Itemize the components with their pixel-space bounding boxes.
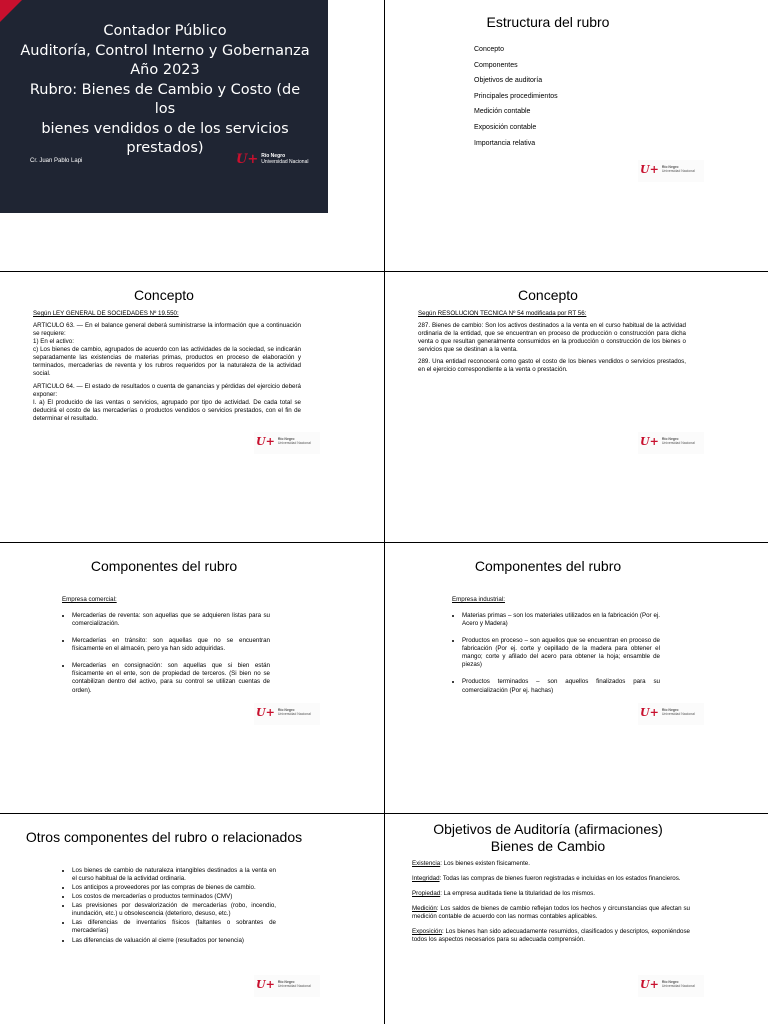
- objective-term: Integridad: [412, 875, 440, 883]
- list-item: • Las diferencias de inventarios físicos (faltantes o sobrantes de mercaderías): [72, 919, 276, 935]
- university-logo: [256, 706, 311, 719]
- cover-title-line: Contador Público: [103, 23, 227, 39]
- list-item: • Mercaderías de reventa: son aquellas que se adquieren listas para su comercialización.: [72, 612, 270, 628]
- list-item: • Los bienes de cambio de naturaleza intangibles destinados a la venta en el curso habitual de la actividad ordinaria.: [72, 867, 276, 883]
- source-heading: Según LEY GENERAL DE SOCIEDADES Nº 19.550:: [33, 310, 179, 317]
- objective-term: Medición: [412, 905, 437, 913]
- slide-title: [384, 821, 712, 855]
- structure-item: Componentes: [474, 61, 518, 69]
- logo-name: Río Negro: [277, 707, 295, 712]
- slide-title: Otros componentes del rubro o relacionados: [25, 829, 303, 845]
- slide-title: Componentes del rubro: [474, 558, 622, 574]
- resolution-text: 287. Bienes de cambio: Son los activos destinados a la venta en el curso habitual de la actividad ordinaria de la entidad, que se encuentran en proceso de producción o construcción para dicha venta o que resultan generalmente consumidos en la producción o construcción de los bienes o servicios que se destinan a la venta.: [418, 322, 686, 354]
- cover-title-line: prestados): [126, 140, 204, 156]
- article-text: c) Los bienes de cambio, agrupados de acuerdo con las actividades de la sociedad, se indicarán separadamente las existencias de materias primas, productos en proceso de elaboración y terminados, mercaderías de reventa y los rubros requeridos por la naturaleza de la actividad social.: [33, 346, 301, 378]
- structure-item: Principales procedimientos: [474, 92, 558, 100]
- objective-item: [412, 928, 690, 944]
- list-item: • Mercaderías en tránsito: son aquellas que no se encuentran físicamente en el almacén, pero ya han sido adquiridas.: [72, 637, 270, 653]
- logo-subtitle: Universidad Nacional: [277, 440, 311, 445]
- logo-name: Río Negro: [661, 979, 679, 984]
- logo-name: Río Negro: [661, 164, 679, 169]
- university-logo: [256, 435, 311, 448]
- logo-subtitle: Universidad Nacional: [277, 711, 311, 716]
- resolution-text: 289. Una entidad reconocerá como gasto el costo de los bienes vendidos o servicios prestados, en el ejercicio correspondiente a la venta o prestación.: [418, 358, 686, 374]
- list-item: • Los costos de mercaderías o productos terminados (CMV): [72, 893, 276, 901]
- logo-name: Río Negro: [277, 436, 295, 441]
- objective-item: [412, 860, 690, 868]
- slide-body: [33, 310, 301, 427]
- slide-title: Estructura del rubro: [486, 14, 610, 30]
- objective-text: : Los bienes existen físicamente.: [440, 860, 530, 867]
- logo-name: Río Negro: [261, 153, 286, 159]
- section-heading: Empresa comercial:: [62, 596, 117, 603]
- objective-text: : Todas las compras de bienes fueron registradas e incluidas en los estados financieros.: [439, 875, 681, 883]
- list-item: • Los anticipos a proveedores por las compras de bienes de cambio.: [72, 884, 276, 892]
- article-text: ARTICULO 64. — El estado de resultados o cuenta de ganancias y pérdidas del ejercicio deberá exponer:: [33, 382, 301, 398]
- list-item: • Las previsiones por desvalorización de mercaderías (robo, incendio, inundación, etc.) u obsolescencia (deterioro, desuso, etc.): [72, 902, 276, 918]
- objective-text: : Los saldos de bienes de cambio reflejan todos los hechos y circunstancias que afectan su medición contable de acuerdo con las normas contables aplicables.: [412, 905, 690, 921]
- list-item: • Materias primas – son los materiales utilizados en la fabricación (Por ej. Acero y Madera): [462, 612, 660, 628]
- article-text: ARTICULO 63. — En el balance general deberá suministrarse la información que a continuación se requiere:: [33, 322, 301, 338]
- slide-title: Componentes del rubro: [90, 558, 238, 574]
- slide-title-line: Bienes de Cambio: [490, 838, 606, 854]
- component-list: [452, 612, 660, 695]
- cover-title-line: bienes vendidos o de los servicios: [41, 120, 289, 137]
- objective-term: Propiedad: [412, 890, 441, 898]
- structure-item: Exposición contable: [474, 123, 537, 131]
- component-list: [62, 612, 270, 695]
- logo-name: Río Negro: [277, 979, 295, 984]
- objective-item: [412, 890, 690, 898]
- university-logo: [640, 706, 695, 719]
- logo-subtitle: Universidad Nacional: [277, 983, 311, 988]
- cover-panel: [0, 0, 328, 213]
- cover-author: Cr. Juan Pablo Lapi: [30, 158, 83, 164]
- logo-mark-icon: U+: [256, 706, 275, 719]
- slide-body: [412, 860, 690, 948]
- logo-mark-icon: U+: [256, 435, 275, 448]
- logo-mark-icon: U+: [640, 706, 659, 719]
- objective-term: Existencia: [412, 860, 441, 867]
- structure-item: Objetivos de auditoría: [474, 77, 543, 85]
- list-item: • Mercaderías en consignación: son aquellas que si bien están físicamente en el ente, son de propiedad de terceros. (Si bien no se contabilizan dentro del activo, para su control se utilizan cuentas de orden).: [72, 662, 270, 694]
- slide-cover[interactable]: [0, 0, 383, 270]
- university-logo: [236, 152, 308, 167]
- list-item: • Productos terminados – son aquellos finalizados para su comercialización (Por ej. hachas): [462, 678, 660, 694]
- structure-list: [474, 46, 558, 155]
- slide-body: [62, 867, 276, 946]
- logo-subtitle: Universidad Nacional: [661, 983, 695, 988]
- logo-subtitle: Universidad Nacional: [661, 440, 695, 445]
- objective-text: : La empresa auditada tiene la titularidad de los mismos.: [440, 890, 595, 898]
- divider-horizontal: [0, 271, 768, 272]
- logo-name: Río Negro: [661, 707, 679, 712]
- divider-horizontal: [0, 813, 768, 814]
- objective-item: [412, 875, 690, 883]
- source-heading: Según RESOLUCION TECNICA Nº 54 modificada por RT 56:: [418, 310, 587, 317]
- section-heading: Empresa industrial:: [452, 596, 505, 603]
- cover-title-line: Rubro: Bienes de Cambio y Costo (de los: [29, 81, 301, 117]
- logo-mark-icon: U+: [640, 978, 659, 991]
- list-item: • Las diferencias de valuación al cierre (resultados por tenencia): [72, 937, 276, 945]
- divider-vertical: [384, 0, 385, 1024]
- logo-subtitle: Universidad Nacional: [661, 168, 695, 173]
- slide-title: Concepto: [518, 287, 578, 303]
- logo-mark-icon: U+: [236, 152, 259, 167]
- list-item: • Productos en proceso – son aquellos que se encuentran en proceso de fabricación (Por ej. corte y cepillado de la madera para obtener el mango; corte y afilado del acero para obtener la hoja; ensamble de piezas): [462, 637, 660, 669]
- objective-term: Exposición: [412, 928, 442, 936]
- logo-subtitle: Universidad Nacional: [661, 711, 695, 716]
- structure-item: Medición contable: [474, 108, 531, 116]
- slide-body: [452, 596, 660, 699]
- article-text: I. a) El producido de las ventas o servicios, agrupado por tipo de actividad. De cada total se deducirá el costo de las mercaderías o productos vendidos o servicios prestados, con el fin de determinar el resultado.: [33, 398, 301, 422]
- related-component-list: [62, 867, 276, 945]
- structure-item: Concepto: [474, 46, 504, 53]
- university-logo: [256, 978, 311, 991]
- slide-body: [62, 596, 270, 699]
- objective-text: : Los bienes han sido adecuadamente resumidos, clasificados y descriptos, exponiéndose todos los aspectos necesarios para su adecuada comprensión.: [412, 928, 690, 944]
- slide-body: [418, 310, 686, 378]
- university-logo: [640, 435, 695, 448]
- structure-item: Importancia relativa: [474, 139, 536, 147]
- red-corner-decoration: [0, 0, 22, 22]
- objective-item: [412, 905, 690, 921]
- logo-mark-icon: U+: [640, 435, 659, 448]
- logo-mark-icon: U+: [256, 978, 275, 991]
- slide-title: Concepto: [134, 287, 194, 303]
- logo-subtitle: Universidad Nacional: [261, 158, 309, 165]
- logo-name: Río Negro: [661, 436, 679, 441]
- article-text: 1) En el activo:: [33, 338, 74, 346]
- cover-title: [20, 22, 310, 159]
- slide-title-line: Objetivos de Auditoría (afirmaciones): [433, 821, 663, 837]
- divider-horizontal: [0, 542, 768, 543]
- cover-title-line: Año 2023: [130, 62, 200, 78]
- university-logo: [640, 978, 695, 991]
- logo-mark-icon: U+: [640, 163, 659, 176]
- university-logo: [640, 163, 695, 176]
- cover-title-line: Auditoría, Control Interno y Gobernanza: [20, 42, 310, 59]
